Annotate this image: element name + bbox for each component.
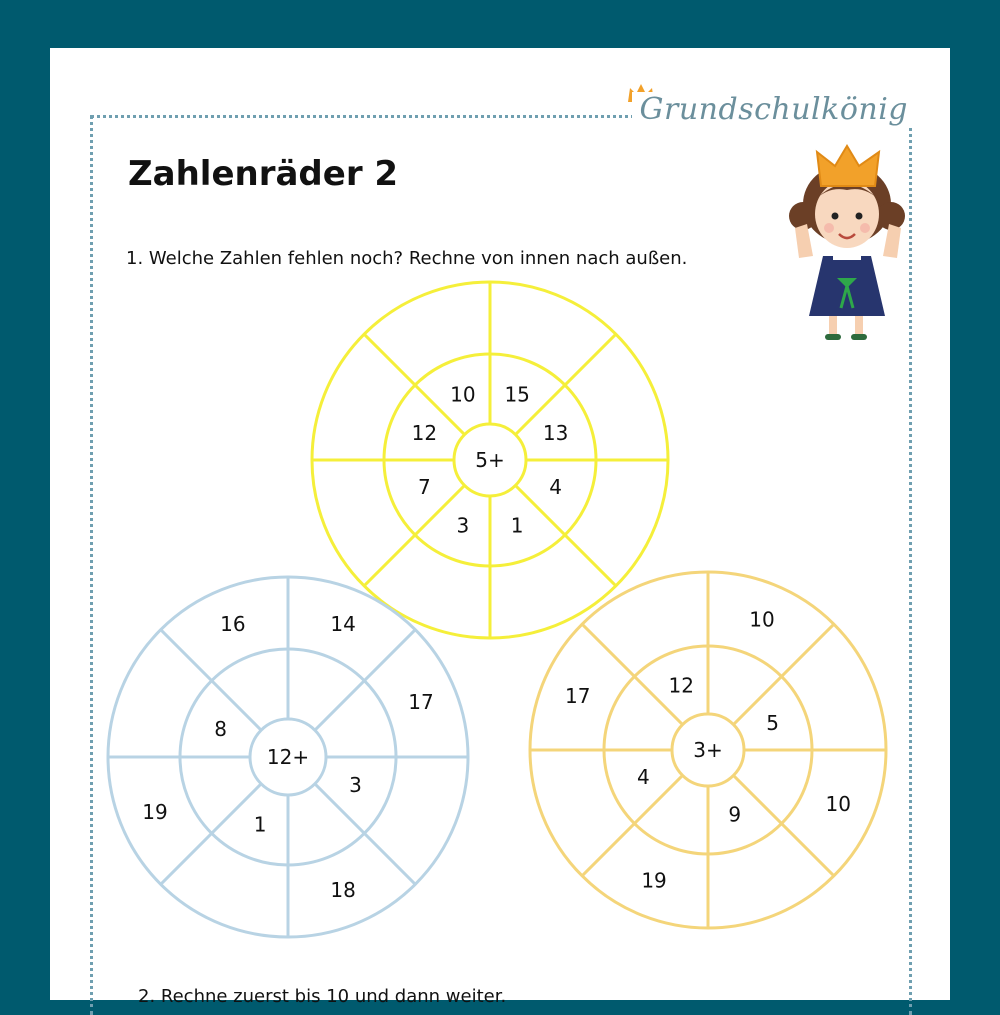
wheel-spoke [582,624,682,724]
wheel-inner-value[interactable]: 12 [411,420,438,445]
wheel-inner-value[interactable]: 5 [766,711,780,736]
wheel-inner-value[interactable]: 1 [510,513,524,538]
wheel-spoke [161,630,261,730]
wheel-outer-value[interactable]: 17 [408,689,434,714]
wheel-blue [108,577,468,937]
wheel-inner-value[interactable]: 4 [549,475,562,500]
wheel-outer-value[interactable]: 17 [565,684,591,709]
wheel-inner-value[interactable]: 3 [349,772,362,797]
wheel-spoke [161,784,261,884]
wheel-spoke [515,334,615,434]
wheel-outer-value[interactable]: 19 [641,868,667,893]
wheel-spoke [582,775,682,875]
wheel-outer-value[interactable]: 10 [749,607,775,632]
wheel-spoke [733,624,833,724]
wheel-inner-value[interactable]: 7 [418,475,431,500]
wheel-center-label: 12+ [266,745,310,769]
task-1-instruction: 1. Welche Zahlen fehlen noch? Rechne von innen nach außen. [126,248,688,269]
wheel-outer-value[interactable]: 16 [220,611,246,636]
wheel-spoke [515,485,615,585]
wheel-inner-value[interactable]: 9 [728,802,742,827]
brand-logo: Grundschulkönig [632,92,916,127]
wheel-spoke [315,784,415,884]
task-2-instruction: 2. Rechne zuerst bis 10 und dann weiter. [138,986,507,1007]
wheel-inner-value[interactable]: 10 [450,382,476,407]
wheel-spoke [733,775,833,875]
wheel-inner-value[interactable]: 12 [668,673,694,698]
wheel-inner-value[interactable]: 13 [542,420,569,445]
wheel-yellow [312,282,668,638]
wheel-inner-value[interactable]: 8 [214,717,227,742]
wheel-center-label: 5+ [475,448,505,472]
wheel-spoke [364,485,464,585]
wheel-spoke [315,630,415,730]
wheel-outer-value[interactable]: 14 [330,611,356,636]
wheel-inner-value[interactable]: 15 [504,382,530,407]
worksheet-title: Zahlenräder 2 [128,154,399,194]
wheel-center-label: 3+ [693,738,723,762]
wheel-inner-value[interactable]: 4 [636,764,650,789]
wheel-orange [530,572,886,928]
wheel-outer-value[interactable]: 19 [142,800,168,825]
wheel-inner-value[interactable]: 3 [456,513,470,538]
wheel-outer-value[interactable]: 10 [825,791,851,816]
wheel-outer-value[interactable]: 18 [330,878,356,903]
wheel-inner-value[interactable]: 1 [253,812,267,837]
